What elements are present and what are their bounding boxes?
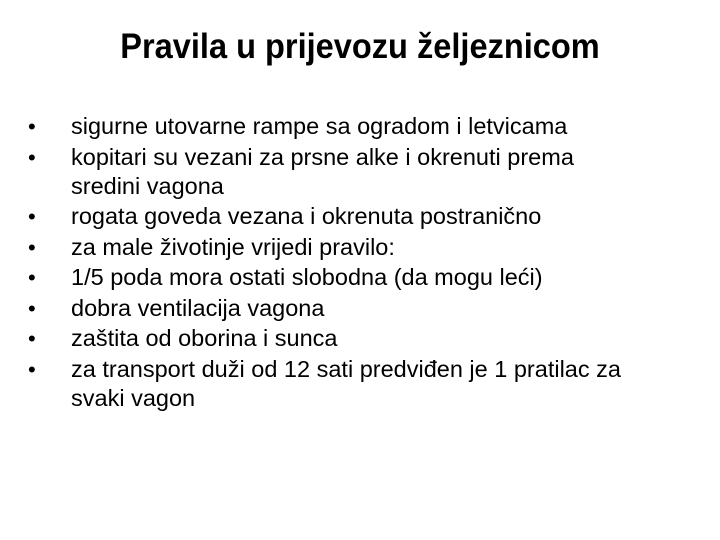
list-item (0, 202, 646, 231)
bullet-text: kopitari su vezani za prsne alke i okrenuti prema sredini vagona (71, 143, 574, 199)
bullet-text: zaštita od oborina i sunca (71, 325, 338, 351)
list-item (0, 143, 646, 201)
bullet-text: za transport duži od 12 sati predviđen je 1 pratilac za svaki vagon (71, 355, 621, 411)
bullet-icon: • (28, 295, 36, 321)
bullet-icon: • (28, 234, 36, 260)
bullet-icon: • (28, 114, 36, 139)
list-item (0, 263, 646, 292)
bullet-icon: • (28, 265, 36, 290)
bullet-text: dobra ventilacija vagona (71, 294, 325, 321)
bullet-text: rogata goveda vezana i okrenuta postranično (71, 203, 542, 229)
list-item (0, 112, 646, 141)
bullet-list (0, 112, 720, 414)
bullet-text: 1/5 poda mora ostati slobodna (da mogu leći) (71, 264, 543, 290)
bullet-text: za male životinje vrijedi pravilo: (71, 233, 395, 260)
bullet-icon: • (28, 204, 36, 229)
list-item (0, 355, 646, 413)
bullet-text: sigurne utovarne rampe sa ogradom i letvicama (71, 113, 568, 139)
bullet-icon: • (28, 326, 36, 351)
list-item (0, 294, 646, 323)
list-item (0, 324, 646, 353)
bullet-icon: • (28, 144, 36, 170)
bullet-icon: • (28, 356, 36, 382)
list-item (0, 233, 646, 262)
slide-title: Pravila u prijevozu željeznicom (120, 27, 600, 66)
